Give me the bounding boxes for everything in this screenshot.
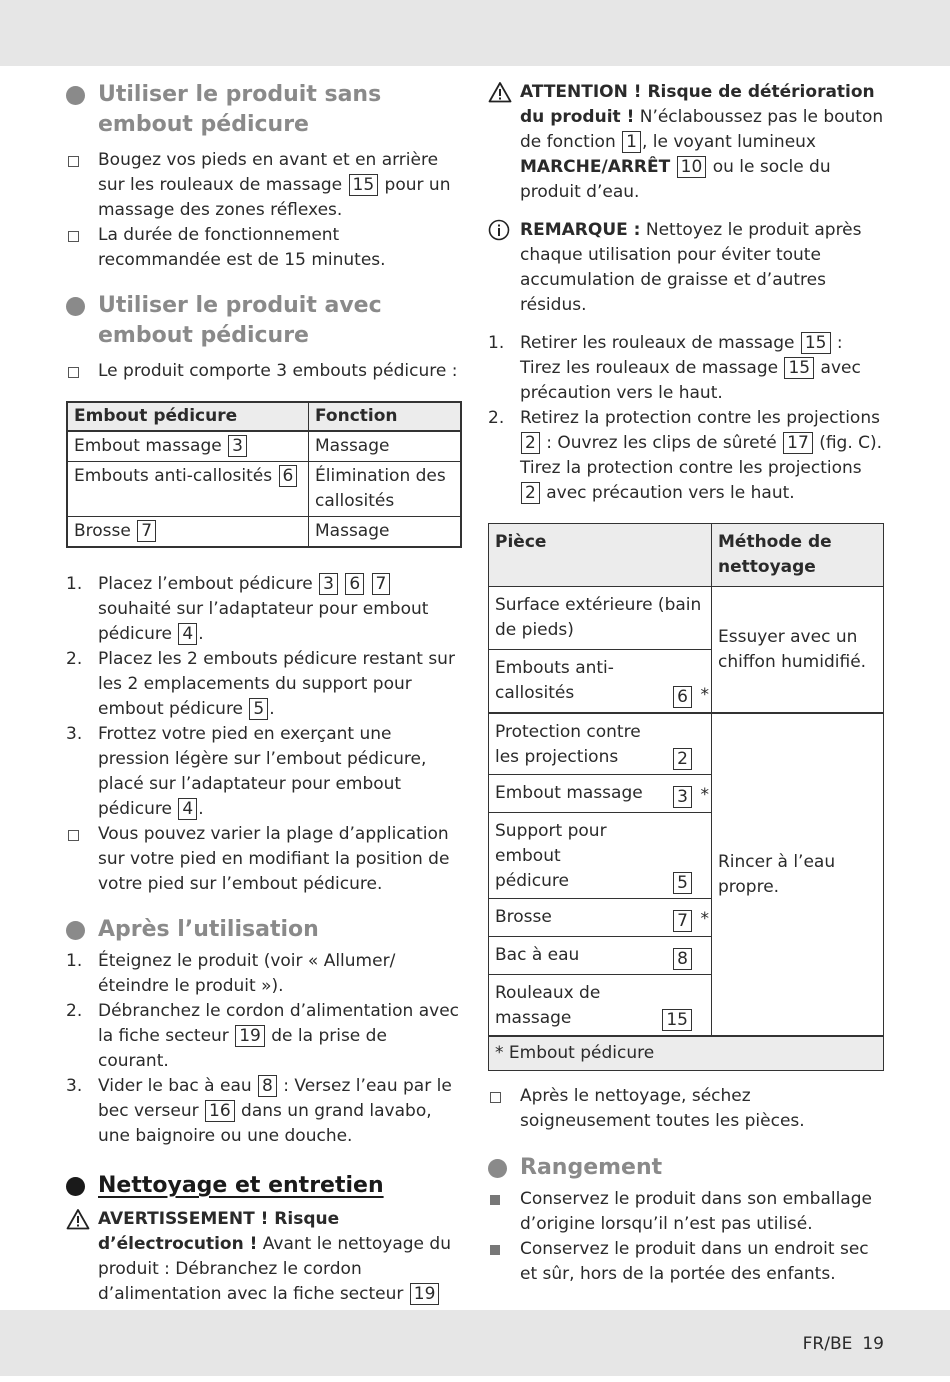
- list-item: 1. Éteignez le produit (voir « Allumer/éteindre le produit »).: [66, 951, 396, 996]
- section-heading: Nettoyage et entretien: [66, 1171, 462, 1201]
- part-number: 2: [521, 482, 540, 504]
- filled-square-icon: [490, 1195, 500, 1205]
- list-item: 1. Retirer les rouleaux de massage 15 : Tirez les rouleaux de massage 15 avec précaution vers le haut.: [488, 333, 861, 403]
- bullet-dot-icon: [66, 921, 85, 940]
- part-number: 4: [178, 798, 197, 820]
- part-number: 8: [673, 948, 692, 970]
- part-number: 7: [137, 520, 156, 542]
- section-heading: Après l’utilisation: [66, 915, 462, 945]
- table-header: Fonction: [309, 402, 462, 431]
- warning-triangle-icon: [66, 1208, 90, 1238]
- section-heading: Utiliser le produit sans embout pédicure: [66, 80, 462, 140]
- table-row: Support pour embout pédicure 5: [489, 813, 884, 899]
- part-number: 3: [319, 573, 338, 595]
- section-heading: Rangement: [488, 1153, 884, 1183]
- cleaning-table: [488, 523, 884, 1071]
- bullet-dot-icon: [488, 1159, 507, 1178]
- list-item: Conservez le produit dans un endroit sec et sûr, hors de la portée des enfants.: [488, 1237, 884, 1287]
- part-number: 1: [622, 131, 641, 153]
- checkbox-square-icon: [68, 830, 79, 841]
- filled-square-icon: [490, 1245, 500, 1255]
- part-number: 3: [673, 786, 692, 808]
- warning-block: AVERTISSEMENT ! Risque d’électrocution ! Avant le nettoyage du produit : Débranchez le cordon d’alimentation avec la fiche secteur 19: [66, 1207, 462, 1382]
- table-row: Brosse 7 Massage: [67, 517, 461, 548]
- table-row: Embout massage 3 Massage: [67, 431, 461, 462]
- part-number: 10: [677, 156, 707, 178]
- part-number: 8: [258, 1075, 277, 1097]
- bullet-dot-icon: [66, 1177, 85, 1196]
- part-number: 15: [662, 1009, 692, 1031]
- table-row: Protection contre les projections 2 Rincer à l’eau propre.: [489, 713, 884, 775]
- part-number: 15: [784, 357, 814, 379]
- checkbox-square-icon: [68, 156, 79, 167]
- table-row: Bac à eau 8: [489, 937, 884, 975]
- checkbox-square-icon: [68, 231, 79, 242]
- part-number: 19: [235, 1025, 265, 1047]
- info-icon: [488, 219, 510, 249]
- part-number: 16: [205, 1100, 235, 1122]
- warning-triangle-icon: [488, 81, 512, 111]
- list-item: La durée de fonctionnement recommandée est de 15 minutes.: [66, 223, 462, 273]
- table-header: Méthode de nettoyage: [712, 524, 884, 587]
- part-number: 5: [249, 698, 268, 720]
- table-row: Embouts anti-callosités 6 Élimination des callosités: [67, 462, 461, 517]
- table-row: * Embout pédicure: [489, 1036, 884, 1071]
- part-number: 7: [372, 573, 391, 595]
- part-number: 19: [410, 1283, 440, 1305]
- list-item: Le produit comporte 3 embouts pédicure :: [66, 359, 462, 384]
- part-number: 6: [345, 573, 364, 595]
- part-number: 3: [228, 435, 247, 457]
- table-header: Pièce: [489, 524, 712, 587]
- table-header: Embout pédicure: [67, 402, 309, 431]
- part-number: 17: [783, 432, 813, 454]
- list-item: Vous pouvez varier la plage d’application sur votre pied en modifiant la position de votre pied sur l’embout pédicure.: [66, 822, 462, 897]
- section-heading: Utiliser le produit avec embout pédicure: [66, 291, 462, 351]
- list-item: 3. Frottez votre pied en exerçant une pression légère sur l’embout pédicure, placé sur l’adaptateur pour embout pédicure 4 .: [66, 724, 427, 819]
- part-number: 15: [349, 174, 379, 196]
- bullet-dot-icon: [66, 297, 85, 316]
- list-item: 2. Débranchez le cordon d’alimentation avec la fiche secteur 19 de la prise de courant.: [66, 1001, 460, 1071]
- part-number: 6: [673, 686, 692, 708]
- checkbox-square-icon: [68, 367, 79, 378]
- accessory-table: [66, 401, 462, 548]
- table-row: Embout massage 3 *: [489, 775, 884, 813]
- header-band: [0, 0, 950, 66]
- attention-block: ATTENTION ! Risque de détérioration du produit ! N’éclaboussez pas le bouton de fonction 1 , le voyant lumineux MARCHE/ARRÊT 10 ou le socle du produit d’eau.: [488, 80, 884, 205]
- part-number: 2: [673, 748, 692, 770]
- checkbox-square-icon: [490, 1092, 501, 1103]
- part-number: 2: [521, 432, 540, 454]
- table-row: Rouleaux de massage 15: [489, 975, 884, 1037]
- left-column: [66, 80, 462, 1382]
- footer: [793, 1332, 884, 1357]
- list-item: 3. Vider le bac à eau 8 : Versez l’eau par le bec verseur 16 dans un grand lavabo, une baignoire ou une douche.: [66, 1076, 452, 1146]
- right-column: [488, 80, 884, 1287]
- remark-block: REMARQUE : Nettoyez le produit après chaque utilisation pour éviter toute accumulation de graisse et d’autres résidus.: [488, 218, 884, 318]
- table-row: Surface extérieure (bain de pieds) Essuyer avec un chiffon humidifié.: [489, 587, 884, 650]
- part-number: 4: [178, 623, 197, 645]
- part-number: 6: [279, 465, 298, 487]
- list-item: Bougez vos pieds en avant et en arrière sur les rouleaux de massage 15 pour un massage des zones réflexes.: [66, 148, 462, 223]
- table-row: Embouts anti-callosités 6 *: [489, 650, 884, 714]
- part-number: 7: [673, 910, 692, 932]
- list-item: Conservez le produit dans son emballage d’origine lorsqu’il n’est pas utilisé.: [488, 1187, 884, 1237]
- part-number: 15: [801, 332, 831, 354]
- list-item: Après le nettoyage, séchez soigneusement toutes les pièces.: [488, 1084, 884, 1134]
- list-item: 2. Placez les 2 embouts pédicure restant sur les 2 emplacements du support pour embout pédicure 5 .: [66, 649, 455, 719]
- list-item: 1. Placez l’embout pédicure 3 6 7 souhaité sur l’adaptateur pour embout pédicure 4 .: [66, 574, 429, 644]
- part-number: 5: [673, 872, 692, 894]
- table-row: Brosse 7 *: [489, 899, 884, 937]
- bullet-dot-icon: [66, 86, 85, 105]
- list-item: 2. Retirez la protection contre les projections 2 : Ouvrez les clips de sûreté 17 (fig. C). Tirez la protection contre les projections 2 avec précaution vers le haut.: [488, 408, 883, 503]
- page-number: 19: [862, 1334, 884, 1354]
- footer-language: FR/BE: [802, 1334, 853, 1354]
